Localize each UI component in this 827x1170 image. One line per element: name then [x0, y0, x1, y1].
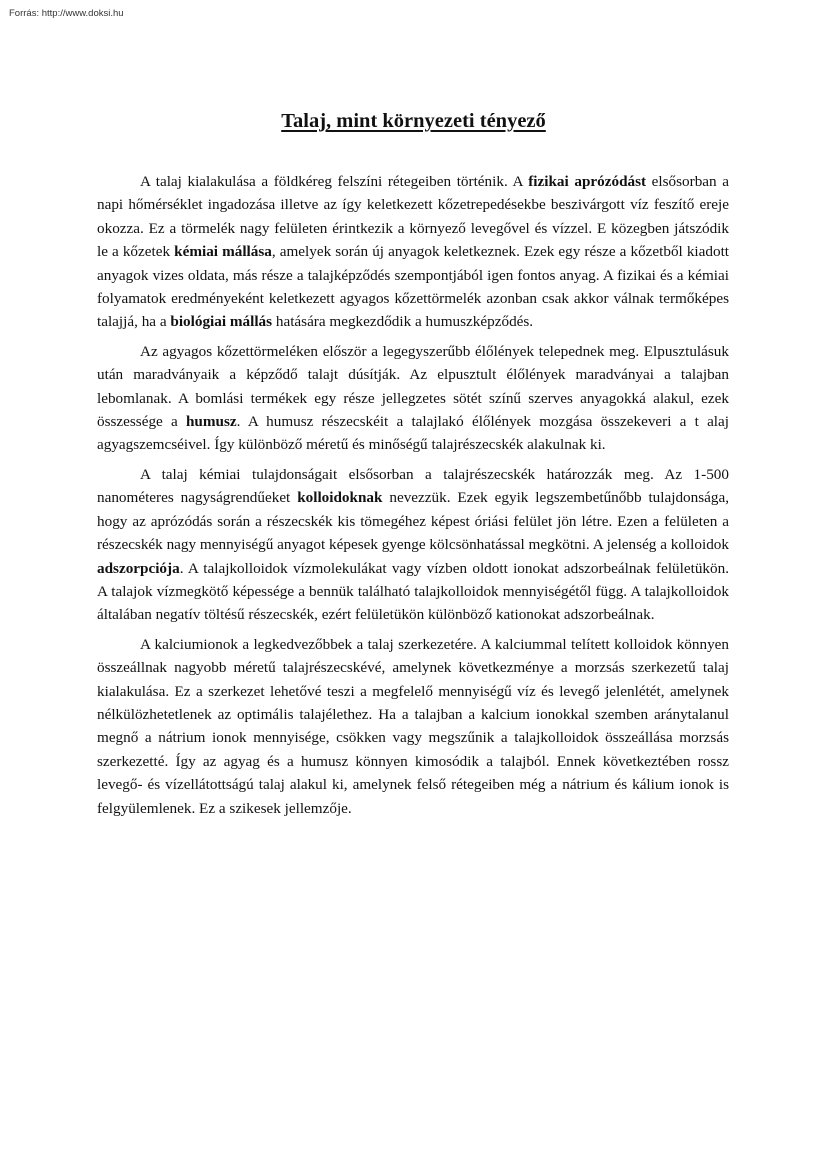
paragraph-3 — [97, 463, 729, 627]
bold-term: humusz — [185, 413, 237, 431]
text-run: nevezzük. Ezek egyik legszembetűnőbb tulajdonsága, hogy az aprózódás során a részecskék kis tömegéhez képest óriási felület jön létre. Ezen a felületen a részecskék nagy mennyiségű anyagot képesek gyenge kölcsönhatással megkötni. A jelenség a kolloidok — [97, 489, 730, 554]
text-run: elsősorban a napi hőmérséklet ingadozása illetve az így keletkezett kőzetrepedésekbe beszivárgott víz feszítő ereje okozza. Ez a törmelék nagy felületen érintkezik a környező levegővel és vízzel. E közegben játszódik le a kőzetek — [97, 173, 729, 261]
source-note: Forrás: http://www.doksi.hu — [9, 8, 124, 19]
text-run: Az agyagos kőzettörmeléken először a legegyszerűbb élőlények telepednek meg. Elpusztulásuk után maradványaik a képződő talajt dúsítják. Az elpusztult élőlények maradványai a talajban lebomlanak. A bomlási termékek egy része jellegzetes sötét színű szerves anyagokká alakul, ezek összessége a — [97, 342, 729, 431]
document-body — [97, 170, 729, 826]
paragraph-2 — [97, 340, 729, 457]
text-run: A talaj kialakulása a földkéreg felszíni rétegeiben történik. A — [140, 173, 529, 190]
text-run: . A humusz részecskéit a talajlakó élőlények mozgása összekeveri a t alaj agyagszemcséivel. Így különböző méretű és minőségű talajrészecskék alakulnak ki. — [97, 413, 729, 454]
bold-term: kémiai mállása — [174, 243, 272, 261]
text-run: hatására megkezdődik a humuszképződés. — [272, 313, 534, 331]
paragraph-1 — [97, 170, 729, 334]
paragraph-4 — [97, 633, 729, 820]
bold-term: adszorpciója — [97, 559, 180, 577]
text-run: A kalciumionok a legkedvezőbbek a talaj szerkezetére. A kalciummal telített kolloidok könnyen összeállnak nagyobb méretű talajrészecskévé, amelynek következménye a morzsás szerkezetű talaj kialakulása. Ez a szerkezet lehetővé teszi a megfelelő mennyiségű víz és levegő jelenlétét, amelynek nélkülözhetetlenek az optimális talajélethez. Ha a talajban a kalcium ionokkal szemben aránytalanul megnő a nátrium ionok mennyisége, csökken vagy megszűnik a talajkolloidok összeállása morzsás szerkezetté. Így az agyag és a humusz könnyen kimosódik a talajból. Ennek következtében rossz levegő- és vízellátottságú talaj alakul ki, amelynek felső rétegeiben még a nátrium és kálium ionok is felgyülemlenek. Ez a szikesek jellemzője. — [97, 635, 729, 817]
text-run: A talaj kémiai tulajdonságait elsősorban a talajrészecskék határozzák meg. Az 1-500 nanométeres nagyságrendűeket — [97, 465, 729, 507]
text-run: , amelyek során új anyagok keletkeznek. Ezek egy része a kőzetből kiadott anyagok vizes oldata, más része a talajképződés szempontjából igen fontos anyag. A fizikai és a kémiai folyamatok eredményeként keletkezett agyagos kőzettörmelék azonban csak akkor válnak termőképes talajjá, ha a — [97, 243, 730, 331]
bold-term: kolloidoknak — [297, 489, 383, 507]
text-run: . A talajkolloidok vízmolekulákat vagy vízben oldott ionokat adszorbeálnak felületükön. A talajok vízmegkötő képessége a bennük található talajkolloidok mennyiségétől függ. A talajkolloidok általában negatív töltésű részecskék, ezért felületükön különböző kationokat adszorbeálnak. — [97, 559, 729, 624]
bold-term: fizikai aprózódást — [528, 173, 647, 190]
page-title: Talaj, mint környezeti tényező — [281, 110, 546, 132]
bold-term: biológiai mállás — [170, 313, 273, 331]
